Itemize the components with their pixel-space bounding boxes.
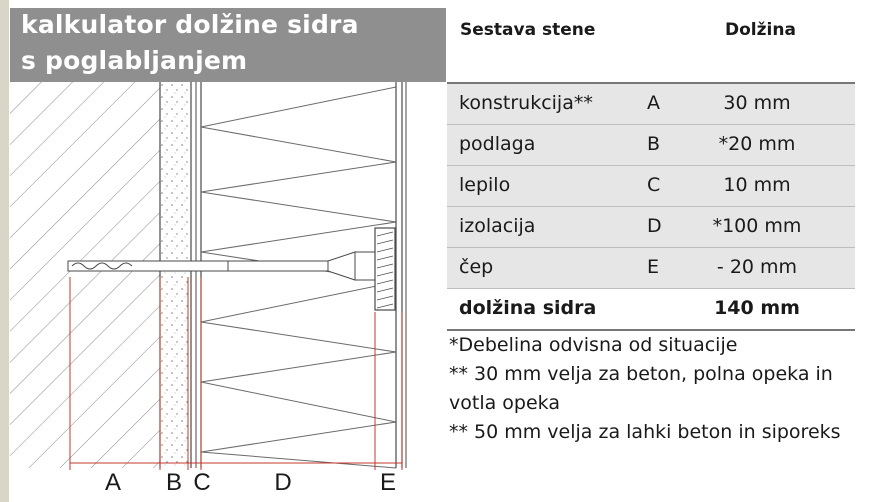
footnote: ** 30 mm velja za beton, polna opeka in votla opeka — [449, 363, 833, 414]
substrate-layer — [161, 82, 191, 468]
row-length: *100 mm — [712, 215, 802, 237]
row-code: D — [647, 215, 662, 237]
row-code: B — [647, 133, 661, 155]
row-name: čep — [459, 256, 494, 278]
label-c: C — [193, 469, 211, 496]
row-name: konstrukcija** — [459, 92, 593, 114]
page-subtitle: s poglabljanjem — [21, 46, 248, 75]
footnotes — [449, 331, 859, 447]
row-length: 10 mm — [723, 174, 791, 196]
header-composition: Sestava stene — [460, 20, 596, 40]
anchor-wall-diagram — [10, 82, 447, 502]
label-e: E — [379, 469, 397, 496]
footnote: *Debelina odvisna od situacije — [449, 334, 738, 356]
structure-layer — [10, 82, 160, 468]
table-row — [447, 165, 855, 206]
footnote: ** 50 mm velja za lahki beton in siporeks — [449, 421, 841, 443]
label-a: A — [104, 469, 122, 496]
table-total-row — [447, 288, 855, 331]
row-code: E — [647, 256, 660, 278]
row-length: *20 mm — [718, 133, 796, 155]
total-length: 140 mm — [714, 297, 800, 319]
row-name: podlaga — [459, 133, 536, 155]
table-row — [447, 206, 855, 247]
wall-composition-table — [447, 82, 855, 331]
row-name: lepilo — [459, 174, 511, 196]
table-row — [447, 247, 855, 288]
row-code: A — [647, 92, 660, 114]
label-d: D — [274, 469, 292, 496]
row-code: C — [647, 174, 661, 196]
label-b: B — [165, 469, 183, 496]
left-accent-strip — [0, 0, 9, 502]
row-length: - 20 mm — [716, 256, 798, 278]
row-length: 30 mm — [723, 92, 791, 114]
header-length: Dolžina — [725, 20, 796, 40]
title-banner — [10, 8, 446, 82]
table-row — [447, 124, 855, 165]
total-name: dolžina sidra — [459, 297, 597, 319]
row-name: izolacija — [459, 215, 536, 237]
table-row — [447, 82, 855, 124]
page-title: kalkulator dolžine sidra — [21, 10, 359, 39]
table-header — [447, 8, 855, 82]
